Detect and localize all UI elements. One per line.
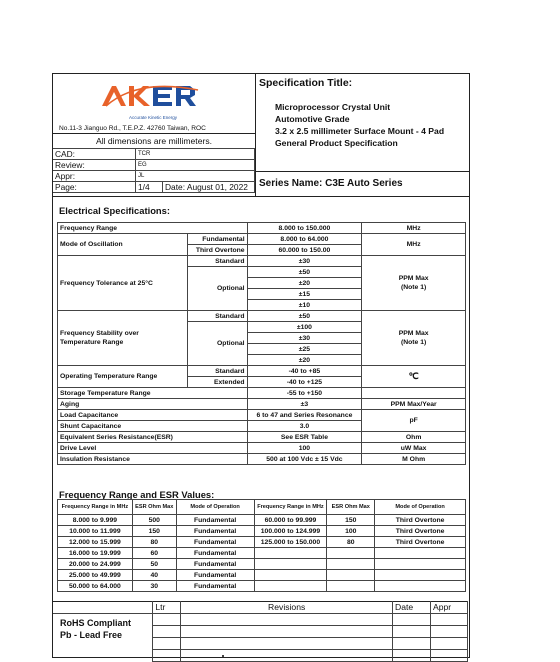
company-logo — [98, 84, 208, 120]
op-temp-label: Operating Temperature Range — [58, 366, 188, 388]
series-name: Series Name: C3E Auto Series — [255, 171, 469, 197]
spec-title-label: Specification Title: — [259, 77, 353, 89]
op-temp-standard-label: Standard — [187, 366, 247, 377]
tolerance-unit-line: PPM Max — [398, 275, 429, 282]
tolerance-optional-value: ±20 — [247, 278, 362, 289]
tolerance-standard-label: Standard — [187, 256, 247, 267]
insulation-value: 500 at 100 Vdc ± 15 Vdc — [247, 454, 362, 465]
mode-unit: MHz — [362, 234, 466, 256]
revision-cell — [53, 650, 153, 662]
dimensions-note: All dimensions are millimeters. — [53, 133, 255, 148]
esr-freq-cell: 20.000 to 24.999 — [58, 559, 133, 570]
drive-unit: uW Max — [362, 443, 466, 454]
lead-free: Pb - Lead Free — [60, 630, 123, 640]
esr-mode-cell: Fundamental — [176, 526, 254, 537]
spec-line: Microprocessor Crystal Unit — [275, 102, 391, 112]
rev-revisions-header: Revisions — [181, 602, 393, 614]
revision-cell — [431, 638, 468, 650]
esr-table — [57, 499, 466, 592]
tolerance-optional-value: ±10 — [247, 300, 362, 311]
op-temp-unit: ℃ — [362, 366, 466, 388]
esr-mode-cell: Fundamental — [176, 548, 254, 559]
tolerance-optional-label: Optional — [187, 267, 247, 311]
aging-label: Aging — [58, 399, 248, 410]
esr-mode-cell: Fundamental — [176, 570, 254, 581]
tolerance-label: Frequency Tolerance at 25°C — [58, 256, 188, 311]
stability-unit-note: (Note 1) — [400, 339, 427, 346]
spec-line: General Product Specification — [275, 138, 398, 148]
esr-mode-cell: Fundamental — [176, 581, 254, 592]
mode-label: Mode of Oscillation — [58, 234, 188, 256]
revision-cell — [153, 650, 181, 662]
stability-optional-value: ±25 — [247, 344, 362, 355]
stability-label — [58, 311, 188, 366]
revision-cell — [431, 626, 468, 638]
drive-label: Drive Level — [58, 443, 248, 454]
shunt-cap-label: Shunt Capacitance — [58, 421, 248, 432]
tolerance-unit — [362, 256, 466, 311]
esr-freq-cell: 12.000 to 15.999 — [58, 537, 133, 548]
mode-fund-label: Fundamental — [187, 234, 247, 245]
page-value: 1/4 — [136, 182, 163, 193]
stability-standard-value: ±50 — [247, 311, 362, 322]
esr-row — [58, 581, 466, 592]
aker-logo-graphic — [98, 84, 208, 114]
esr-label: Equivalent Series Resistance(ESR) — [58, 432, 248, 443]
op-temp-extended-label: Extended — [187, 377, 247, 388]
cad-label: CAD: — [53, 149, 136, 160]
page-label: Page: — [53, 182, 136, 193]
esr-freq-cell: 16.000 to 19.999 — [58, 548, 133, 559]
spec-title-lines — [275, 101, 444, 149]
storage-unit — [362, 388, 466, 399]
esr-ohm-cell: 40 — [132, 570, 176, 581]
load-cap-label: Load Capacitance — [58, 410, 248, 421]
revision-cell — [393, 614, 431, 626]
page-dot — [222, 655, 224, 657]
esr-freq-cell: 50.000 to 64.000 — [58, 581, 133, 592]
revision-cell — [153, 638, 181, 650]
aging-unit: PPM Max/Year — [362, 399, 466, 410]
esr-col-mode: Mode of Operation — [176, 500, 254, 515]
esr-table-title: Frequency Range and ESR Values: — [59, 489, 215, 500]
esr-ohm-cell — [327, 581, 375, 592]
esr-row — [58, 526, 466, 537]
header-left — [53, 74, 256, 196]
esr-row — [58, 570, 466, 581]
rev-appr-header: Appr — [431, 602, 468, 614]
esr-mode-cell — [375, 548, 466, 559]
stability-optional-value: ±30 — [247, 333, 362, 344]
revision-row — [53, 650, 468, 662]
revision-cell — [431, 614, 468, 626]
tolerance-unit-note: (Note 1) — [400, 284, 427, 291]
esr-freq-cell: 10.000 to 11.999 — [58, 526, 133, 537]
stability-optional-value: ±20 — [247, 355, 362, 366]
esr-ohm-cell — [327, 548, 375, 559]
esr-mode-cell — [375, 559, 466, 570]
esr-ohm-cell: 150 — [327, 515, 375, 526]
aging-value: ±3 — [247, 399, 362, 410]
esr-col-freq: Frequency Range in MHz — [254, 500, 327, 515]
esr-mode-cell: Fundamental — [176, 537, 254, 548]
cad-value: TCR — [136, 149, 255, 160]
freq-range-label: Frequency Range — [58, 223, 248, 234]
company-address: No.11-3 Jianguo Rd., T.E.P.Z. 42760 Taiwan, ROC — [59, 125, 206, 132]
storage-label: Storage Temperature Range — [58, 388, 248, 399]
rev-date-header: Date — [393, 602, 431, 614]
tolerance-standard-value: ±30 — [247, 256, 362, 267]
date-text: Date: August 01, 2022 — [163, 182, 255, 193]
electrical-spec-table — [57, 222, 466, 465]
stability-optional-label: Optional — [187, 322, 247, 366]
revision-cell — [393, 638, 431, 650]
rev-blank — [53, 602, 153, 614]
revision-cell — [181, 614, 393, 626]
freq-range-value: 8.000 to 150.000 — [247, 223, 362, 234]
insulation-label: Insulation Resistance — [58, 454, 248, 465]
esr-col-esr: ESR Ohm Max — [132, 500, 176, 515]
op-temp-standard-value: -40 to +85 — [247, 366, 362, 377]
revision-cell — [181, 650, 393, 662]
esr-row — [58, 559, 466, 570]
stability-standard-label: Standard — [187, 311, 247, 322]
esr-freq-cell: 125.000 to 150.000 — [254, 537, 327, 548]
revision-cell — [431, 650, 468, 662]
meta-table — [53, 148, 255, 193]
spec-line: 3.2 x 2.5 millimeter Surface Mount - 4 Pad — [275, 126, 445, 136]
mode-third-value: 60.000 to 150.00 — [247, 245, 362, 256]
mode-fund-value: 8.000 to 64.000 — [247, 234, 362, 245]
revision-cell — [393, 626, 431, 638]
esr-ohm-cell: 60 — [132, 548, 176, 559]
stability-optional-value: ±100 — [247, 322, 362, 333]
appr-value: JL — [136, 171, 255, 182]
header-divider — [53, 196, 469, 197]
tolerance-optional-value: ±15 — [247, 289, 362, 300]
esr-ohm-cell: 50 — [132, 559, 176, 570]
stability-unit — [362, 311, 466, 366]
load-cap-unit: pF — [362, 410, 466, 432]
esr-mode-cell: Fundamental — [176, 559, 254, 570]
esr-ohm-cell: 30 — [132, 581, 176, 592]
mode-third-label: Third Overtone — [187, 245, 247, 256]
esr-row — [58, 537, 466, 548]
esr-ohm-cell — [327, 570, 375, 581]
stability-label-line: Temperature Range — [60, 339, 124, 346]
insulation-unit: M Ohm — [362, 454, 466, 465]
stability-label-line: Frequency Stability over — [60, 330, 139, 337]
esr-freq-cell: 60.000 to 99.999 — [254, 515, 327, 526]
esr-value: See ESR Table — [247, 432, 362, 443]
revision-cell — [393, 650, 431, 662]
revision-cell — [153, 614, 181, 626]
load-cap-value: 6 to 47 and Series Resonance — [247, 410, 362, 421]
esr-ohm-cell — [327, 559, 375, 570]
esr-ohm-cell: 500 — [132, 515, 176, 526]
electrical-title: Electrical Specifications: — [59, 205, 170, 216]
revision-cell — [181, 638, 393, 650]
appr-label: Appr: — [53, 171, 136, 182]
esr-mode-cell: Third Overtone — [375, 526, 466, 537]
freq-range-unit: MHz — [362, 223, 466, 234]
esr-col-freq: Frequency Range in MHz — [58, 500, 133, 515]
esr-freq-cell — [254, 570, 327, 581]
esr-mode-cell: Fundamental — [176, 515, 254, 526]
esr-freq-cell — [254, 559, 327, 570]
esr-ohm-cell: 100 — [327, 526, 375, 537]
esr-freq-cell — [254, 548, 327, 559]
esr-mode-cell — [375, 581, 466, 592]
esr-ohm-cell: 80 — [132, 537, 176, 548]
esr-freq-cell: 100.000 to 124.999 — [254, 526, 327, 537]
spec-sheet — [52, 73, 470, 658]
esr-freq-cell: 25.000 to 49.999 — [58, 570, 133, 581]
esr-mode-cell: Third Overtone — [375, 515, 466, 526]
esr-freq-cell — [254, 581, 327, 592]
logo-tagline: Accurate Kinetic Energy — [128, 115, 178, 120]
review-label: Review: — [53, 160, 136, 171]
esr-ohm-cell: 80 — [327, 537, 375, 548]
review-value: EG — [136, 160, 255, 171]
rohs-compliant: RoHS Compliant — [60, 618, 131, 628]
shunt-cap-value: 3.0 — [247, 421, 362, 432]
esr-unit: Ohm — [362, 432, 466, 443]
drive-value: 100 — [247, 443, 362, 454]
revision-cell — [181, 626, 393, 638]
tolerance-optional-value: ±50 — [247, 267, 362, 278]
esr-mode-cell: Third Overtone — [375, 537, 466, 548]
esr-mode-cell — [375, 570, 466, 581]
revision-cell — [153, 626, 181, 638]
esr-row — [58, 548, 466, 559]
esr-row — [58, 515, 466, 526]
storage-value: -55 to +150 — [247, 388, 362, 399]
header-right — [255, 74, 469, 196]
rev-ltr-header: Ltr — [153, 602, 181, 614]
rohs-note — [60, 617, 131, 641]
stability-unit-line: PPM Max — [398, 330, 429, 337]
esr-col-mode: Mode of Operation — [375, 500, 466, 515]
esr-freq-cell: 8.000 to 9.999 — [58, 515, 133, 526]
esr-ohm-cell: 150 — [132, 526, 176, 537]
esr-col-esr: ESR Ohm Max — [327, 500, 375, 515]
spec-line: Automotive Grade — [275, 114, 350, 124]
op-temp-extended-value: -40 to +125 — [247, 377, 362, 388]
